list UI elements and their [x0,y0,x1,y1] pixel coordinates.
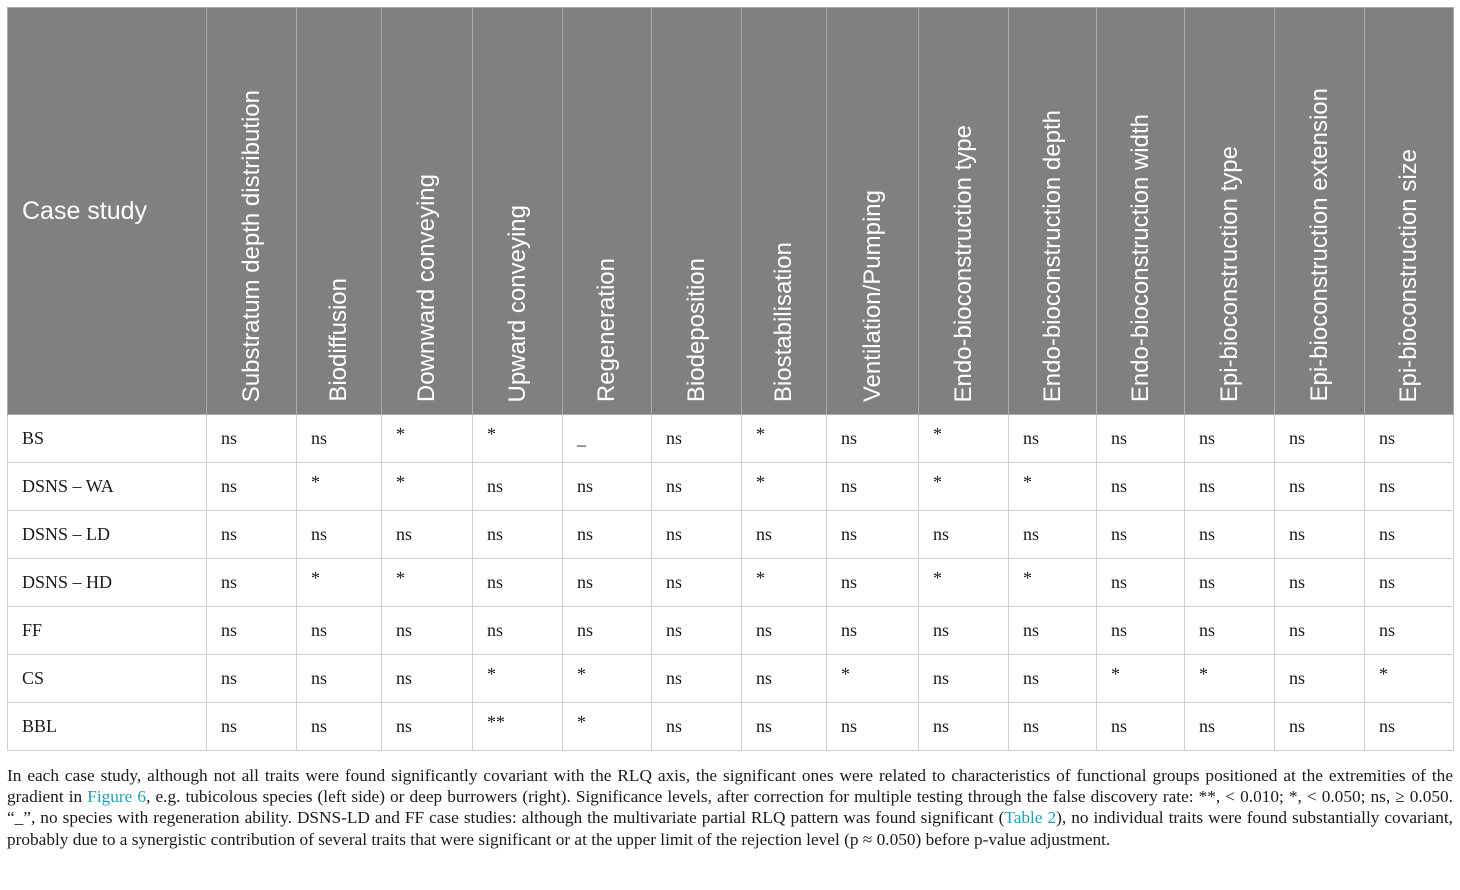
significance-value: * [1379,664,1388,684]
significance-cell [1097,703,1185,751]
footnote-text-1: In each case study, although not all traits were found significantly covariant with the RLQ axis, the significant ones were related to characteristics of functional groups positioned at the extremities of the gradient in [7,766,1453,807]
significance-value: ns [841,716,858,736]
case-study-cell: DSNS – LD [8,511,207,559]
significance-cell [827,463,919,511]
significance-cell [382,607,473,655]
column-header [1365,8,1454,415]
significance-cell [563,607,652,655]
results-table [7,7,1454,751]
significance-cell [382,463,473,511]
significance-cell [1009,607,1097,655]
table-footnote [7,765,1453,850]
significance-cell [382,703,473,751]
significance-value: ns [221,572,238,592]
significance-cell [919,655,1009,703]
footnote-text-2: , e.g. tubicolous species (left side) or deep burrowers (right). Significance levels, after correction for multiple testing through the false discovery rate: **, < 0.010; *, < 0.050; ns, ≥ 0.050. “_”, no species with regeneration ability. DSNS-LD and FF case studies: although the multivariate partial RLQ pattern was found significant ( [7,787,1453,828]
significance-value: ns [487,524,504,544]
significance-value: ns [841,476,858,496]
significance-value: ns [756,668,773,688]
significance-value: ns [933,668,950,688]
significance-value: * [311,568,320,588]
significance-cell [1185,607,1275,655]
significance-value: ns [1379,620,1396,640]
significance-value: ns [487,572,504,592]
significance-cell [827,607,919,655]
significance-value: ns [1111,476,1128,496]
significance-value: ns [1379,428,1396,448]
significance-value: * [756,424,765,444]
column-header-label: Biodeposition [682,257,710,402]
significance-value: ns [1111,524,1128,544]
column-header-label: Upward conveying [503,204,531,402]
significance-cell [382,511,473,559]
table-body [8,415,1454,751]
significance-cell [1275,511,1365,559]
significance-cell [473,415,563,463]
significance-value: ns [221,620,238,640]
significance-value: ns [841,620,858,640]
significance-value: ns [1199,620,1216,640]
significance-cell [1009,415,1097,463]
significance-cell [1275,415,1365,463]
significance-cell [1365,415,1454,463]
significance-value: ns [487,620,504,640]
significance-cell [919,415,1009,463]
significance-value: ns [1289,620,1306,640]
significance-cell [1365,463,1454,511]
column-header [652,8,742,415]
significance-value: ns [666,476,683,496]
significance-cell [473,511,563,559]
column-header [207,8,297,415]
significance-cell [207,511,297,559]
significance-cell [742,415,827,463]
significance-cell [297,463,382,511]
significance-value: ** [487,712,505,732]
significance-cell [919,703,1009,751]
significance-value: ns [756,524,773,544]
significance-cell [827,559,919,607]
significance-cell [473,463,563,511]
significance-cell [652,559,742,607]
significance-value: ns [1023,620,1040,640]
significance-cell [1365,559,1454,607]
case-study-cell: DSNS – WA [8,463,207,511]
significance-value: ns [1289,428,1306,448]
column-header [1097,8,1185,415]
significance-value: _ [577,428,586,448]
significance-cell [1275,463,1365,511]
significance-value: ns [396,620,413,640]
header-row [8,8,1454,415]
significance-cell [1185,415,1275,463]
significance-value: ns [841,572,858,592]
case-study-cell: CS [8,655,207,703]
significance-value: ns [1379,716,1396,736]
significance-cell [742,607,827,655]
case-study-cell: BBL [8,703,207,751]
case-study-cell: DSNS – HD [8,559,207,607]
significance-value: ns [221,716,238,736]
significance-cell [1275,559,1365,607]
column-header-label: Downward conveying [413,173,440,402]
significance-cell [1185,703,1275,751]
significance-cell [473,559,563,607]
significance-cell [1009,511,1097,559]
significance-value: ns [1289,476,1306,496]
significance-value: ns [311,524,328,544]
significance-cell [563,463,652,511]
significance-cell [652,463,742,511]
column-header-label: Biostabilisation [770,241,797,402]
significance-value: ns [756,716,773,736]
significance-cell [1185,511,1275,559]
significance-cell [1097,463,1185,511]
significance-value: ns [1199,476,1216,496]
significance-value: ns [221,668,238,688]
significance-cell [207,703,297,751]
significance-cell [1275,655,1365,703]
significance-value: ns [1379,524,1396,544]
case-study-cell: FF [8,607,207,655]
significance-cell [652,607,742,655]
column-header-label: Epi-bioconstruction size [1395,148,1422,402]
significance-cell [563,703,652,751]
significance-value: ns [1111,572,1128,592]
significance-cell [207,415,297,463]
significance-value: ns [1289,716,1306,736]
significance-value: ns [396,668,413,688]
footnote-text-3: ), no individual traits were found substantially covariant, probably due to a synergistic contribution of several traits that were significant or at the upper limit of the rejection level (p ≈ 0.050) before p-value adjustment. [7,808,1454,849]
significance-value: * [311,472,320,492]
significance-value: ns [1023,524,1040,544]
significance-cell [1275,703,1365,751]
significance-value: ns [311,428,328,448]
significance-cell [473,607,563,655]
significance-value: * [933,424,942,444]
significance-value: ns [396,716,413,736]
significance-cell [1009,463,1097,511]
column-header [382,8,473,415]
significance-cell [1365,607,1454,655]
significance-value: ns [756,620,773,640]
significance-cell [1185,559,1275,607]
column-header-label: Ventilation/Pumping [858,189,886,402]
significance-cell [1009,559,1097,607]
significance-value: ns [1111,620,1128,640]
column-header-label: Substratum depth distribution [237,89,265,402]
significance-cell [1009,655,1097,703]
column-header [1275,8,1365,415]
case-study-cell: BS [8,415,207,463]
significance-value: ns [841,428,858,448]
column-header-label: Endo-bioconstruction depth [1038,109,1066,402]
significance-cell [652,655,742,703]
significance-cell [297,511,382,559]
significance-cell [652,415,742,463]
significance-cell [652,703,742,751]
significance-value: * [1023,472,1032,492]
significance-cell [827,511,919,559]
significance-cell [1097,511,1185,559]
significance-value: * [577,712,586,732]
significance-value: * [841,664,850,684]
significance-value: ns [221,524,238,544]
significance-cell [207,655,297,703]
significance-cell [563,415,652,463]
significance-value: ns [311,716,328,736]
significance-value: ns [1111,428,1128,448]
significance-value: ns [666,668,683,688]
table-row [8,415,1454,463]
significance-cell [1097,415,1185,463]
column-header-label: Endo-bioconstruction type [949,124,977,402]
significance-cell [382,415,473,463]
column-header [827,8,919,415]
significance-value: * [396,424,405,444]
figure-6-link[interactable]: Figure 6 [87,787,147,807]
significance-value: ns [1023,668,1040,688]
significance-cell [827,703,919,751]
significance-cell [297,607,382,655]
significance-cell [473,655,563,703]
significance-cell [919,607,1009,655]
column-header [1009,8,1097,415]
column-header [1185,8,1275,415]
significance-value: * [487,424,496,444]
column-header [563,8,652,415]
significance-cell [827,655,919,703]
significance-cell [1097,655,1185,703]
column-header-label: Biodiffusion [325,278,352,402]
significance-cell [919,559,1009,607]
significance-cell [563,559,652,607]
significance-value: * [933,472,942,492]
significance-value: ns [1289,572,1306,592]
significance-value: ns [933,620,950,640]
significance-value: ns [666,428,683,448]
significance-value: ns [666,524,683,544]
column-header-label: Epi-bioconstruction type [1215,145,1243,402]
significance-value: ns [666,620,683,640]
significance-value: ns [577,476,594,496]
significance-cell [742,559,827,607]
significance-value: ns [577,620,594,640]
significance-cell [563,655,652,703]
significance-cell [382,559,473,607]
significance-cell [297,559,382,607]
significance-value: ns [1379,476,1396,496]
significance-value: ns [666,716,683,736]
table-row [8,703,1454,751]
significance-cell [297,655,382,703]
column-header [297,8,382,415]
significance-value: * [1023,568,1032,588]
case-study-header: Case study [8,8,207,415]
significance-value: ns [1289,524,1306,544]
significance-cell [1365,511,1454,559]
table-2-link[interactable]: Table 2 [1004,808,1057,828]
significance-value: * [1111,664,1120,684]
significance-cell [742,511,827,559]
significance-cell [297,703,382,751]
table-row [8,559,1454,607]
significance-cell [919,511,1009,559]
column-header-label: Regeneration [593,257,620,402]
column-header-label: Endo-bioconstruction width [1126,113,1154,402]
table-row [8,463,1454,511]
column-header-label: Epi-bioconstruction extension [1305,88,1333,402]
significance-cell [1365,703,1454,751]
significance-value: ns [1199,524,1216,544]
significance-value: ns [933,524,950,544]
significance-cell [473,703,563,751]
significance-value: * [396,568,405,588]
significance-value: * [577,664,586,684]
significance-value: ns [311,620,328,640]
table-row [8,511,1454,559]
significance-value: ns [221,476,238,496]
significance-cell [207,559,297,607]
significance-cell [1185,463,1275,511]
significance-cell [382,655,473,703]
significance-cell [742,703,827,751]
significance-value: ns [1199,572,1216,592]
significance-cell [1275,607,1365,655]
significance-value: ns [1199,716,1216,736]
significance-cell [827,415,919,463]
significance-value: * [933,568,942,588]
table-row [8,607,1454,655]
significance-value: ns [1199,428,1216,448]
significance-cell [563,511,652,559]
significance-value: ns [1379,572,1396,592]
significance-value: ns [1289,668,1306,688]
significance-value: * [756,568,765,588]
significance-cell [1365,655,1454,703]
results-table-container [7,7,1453,751]
significance-value: ns [487,476,504,496]
significance-value: ns [841,524,858,544]
significance-value: ns [1023,716,1040,736]
significance-value: * [756,472,765,492]
significance-value: * [487,664,496,684]
significance-value: ns [1023,428,1040,448]
significance-value: ns [396,524,413,544]
significance-cell [919,463,1009,511]
significance-cell [742,463,827,511]
significance-cell [652,511,742,559]
significance-cell [1009,703,1097,751]
significance-value: ns [933,716,950,736]
significance-cell [742,655,827,703]
significance-value: ns [666,572,683,592]
significance-cell [1185,655,1275,703]
column-header [742,8,827,415]
significance-cell [207,463,297,511]
significance-value: ns [577,572,594,592]
significance-value: ns [577,524,594,544]
significance-cell [1097,607,1185,655]
significance-value: ns [1111,716,1128,736]
significance-value: * [1199,664,1208,684]
significance-cell [1097,559,1185,607]
significance-value: * [396,472,405,492]
significance-cell [207,607,297,655]
significance-value: ns [311,668,328,688]
column-header [473,8,563,415]
significance-cell [297,415,382,463]
table-row [8,655,1454,703]
significance-value: ns [221,428,238,448]
column-header [919,8,1009,415]
